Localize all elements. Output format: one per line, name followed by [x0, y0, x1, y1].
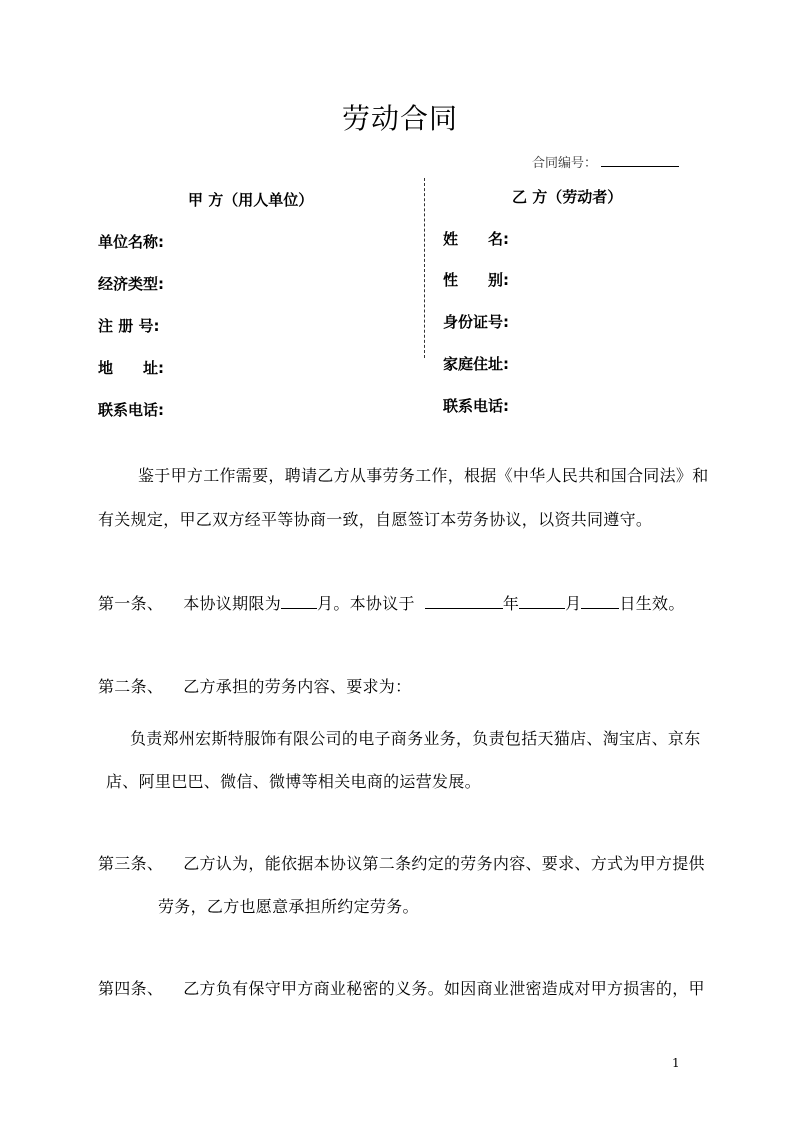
article-3-line-2: 劳务，乙方也愿意承担所约定劳务。: [158, 897, 419, 916]
article-1-text-b: 月。本协议于: [317, 594, 415, 613]
party-a-economic-type: 经济类型:: [98, 275, 164, 293]
article-1-text-c: 年: [502, 594, 520, 613]
article-4: [98, 976, 705, 999]
article-3-line-1: 乙方认为，能依据本协议第二条约定的劳务内容、要求、方式为甲方提供: [183, 854, 705, 873]
contract-number: [532, 152, 679, 171]
contract-number-label: 合同编号：: [532, 156, 598, 171]
party-a-unit-name: 单位名称:: [98, 233, 164, 251]
article-2-detail-line-2: 店、阿里巴巴、微信、微博等相关电商的运营发展。: [106, 772, 481, 791]
article-1: [98, 591, 685, 614]
article-1-months-blank: [281, 592, 317, 609]
article-1-day-blank: [581, 592, 619, 609]
party-a-registration-no: 注 册 号:: [98, 317, 160, 335]
article-2-detail-line-1: 负责郑州宏斯特服饰有限公司的电子商务业务，负责包括天猫店、淘宝店、京东: [130, 729, 701, 748]
party-b-home-address: 家庭住址:: [443, 355, 509, 373]
article-4-line-1: 乙方负有保守甲方商业秘密的义务。如因商业泄密造成对甲方损害的，甲: [183, 979, 705, 998]
article-3: [98, 851, 705, 874]
party-b-gender: 性 别:: [443, 271, 509, 289]
party-divider: [424, 178, 425, 358]
preamble-line-2: 有关规定，甲乙双方经平等协商一致，自愿签订本劳务协议，以资共同遵守。: [98, 510, 653, 529]
party-a-heading: 甲 方（用人单位）: [188, 191, 314, 209]
article-1-text-e: 日生效。: [619, 594, 685, 613]
party-b-phone: 联系电话:: [443, 397, 509, 415]
party-b-id-number: 身份证号:: [443, 313, 509, 331]
party-b-heading: 乙 方（劳动者）: [512, 188, 623, 206]
page-number: 1: [672, 1056, 680, 1070]
party-b-name: 姓 名:: [443, 230, 509, 248]
document-title: 劳动合同: [341, 102, 458, 135]
contract-number-blank: [601, 152, 679, 167]
article-2-text: 乙方承担的劳务内容、要求为：: [183, 677, 412, 696]
article-1-text-a: 本协议期限为: [183, 594, 282, 613]
party-a-phone: 联系电话:: [98, 401, 164, 419]
article-2-label: 第二条、: [98, 677, 164, 696]
party-a-address: 地 址:: [98, 359, 164, 377]
article-2: [98, 674, 411, 697]
article-4-label: 第四条、: [98, 979, 164, 998]
article-1-label: 第一条、: [98, 594, 164, 613]
preamble-line-1: 鉴于甲方工作需要，聘请乙方从事劳务工作，根据《中华人民共和国合同法》和: [138, 466, 709, 485]
article-1-year-blank: [425, 592, 503, 609]
article-1-text-d: 月: [565, 594, 582, 613]
article-3-label: 第三条、: [98, 854, 164, 873]
article-1-month-blank: [519, 592, 565, 609]
